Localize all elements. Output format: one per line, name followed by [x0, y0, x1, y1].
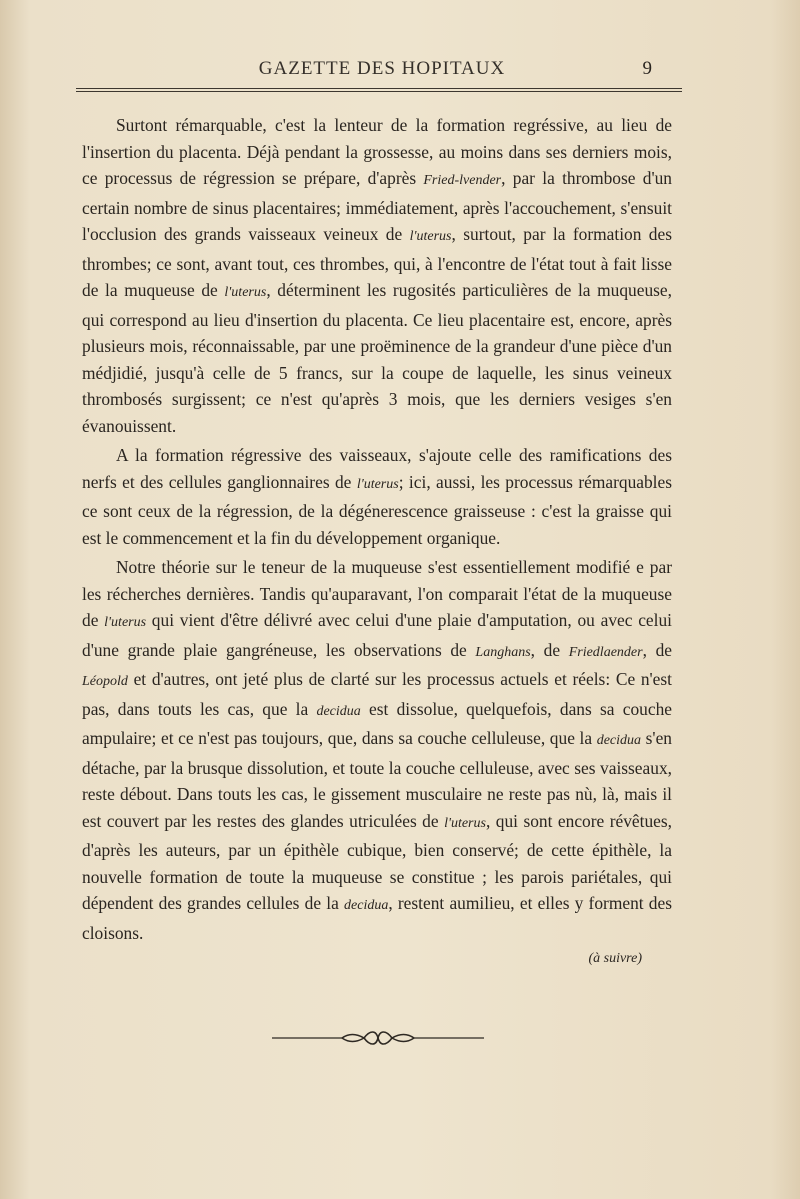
text-run: Notre théorie sur le teneur de la muqueuse s'est essentiellement modifié e par les récherches dernières. Tandis qu'auparavant, l'on comparait l'état de la muqueuse de	[82, 557, 672, 630]
italic-term: Langhans	[475, 644, 531, 660]
italic-term: l'uterus	[104, 615, 147, 630]
paragraph-3	[82, 554, 672, 946]
text-run: , déterminent les rugosités particulières de la muqueuse, qui correspond au lieu d'insertion du placenta. Ce lieu placentaire est, encore, après plusieurs mois, réconnaissable, par une proëminence de la grandeur d'une pièce d'un médjidié, jusqu'à celle de 5 francs, sur la coupe de laquelle, les sinus veineux thrombosés surgissent; ce n'est qu'après 3 mois, que les derniers vesiges s'en évanouissent.	[82, 280, 672, 436]
italic-term: decidua	[316, 703, 361, 719]
text-run: ; ici, aussi, les processus rémarquables ce sont ceux de la régression, de la dégénerescence graisseuse : c'est la graisse qui est le commencement et la fin du développement organique.	[82, 471, 672, 548]
text-run: , de	[642, 639, 672, 660]
italic-term: decidua	[344, 898, 389, 913]
italic-term: Léopold	[82, 674, 128, 689]
text-run: , restent aumilieu, et elles y forment des cloisons.	[82, 893, 672, 943]
text-run: , de	[530, 639, 569, 660]
header-rule	[76, 88, 682, 92]
text-run: et d'autres, ont jeté plus de clarté sur les processus actuels et réels: Ce n'est pas, dans touts les cas, que la	[82, 669, 672, 719]
paragraph-1	[82, 112, 672, 439]
italic-term: l'uterus	[356, 476, 399, 492]
paragraph-2	[82, 442, 672, 551]
running-header	[82, 56, 682, 84]
text-run: Surtont rémarquable, c'est la lenteur de la formation regréssive, au lieu de l'insertion du placenta. Déjà pendant la grossesse, au moins dans ses derniers mois, ce processus de régression se prépare, d'après	[82, 115, 672, 188]
text-run: , surtout, par la formation des thrombes; ce sont, avant tout, ces thrombes, qui, à l'encontre de l'état tout à fait lisse de la muqueuse de	[82, 224, 672, 300]
text-run: , qui sont encore révêtues, d'après les auteurs, par un épithèle cubique, bien conservé; de cette épithèle, la nouvelle formation de toute la muqueuse se constitue ; les parois pariétales, qui dépendent des grandes cellules de la	[82, 810, 672, 913]
italic-term: l'uterus	[224, 285, 267, 300]
italic-term: Fried-lvender	[423, 173, 502, 188]
italic-term: decidua	[596, 733, 642, 748]
text-run: , par la thrombose d'un certain nombre de sinus placentaires; immédiatement, après l'accouchement, s'ensuit l'occlusion des grands vaisseaux veineux de	[82, 168, 672, 244]
text-run: qui vient d'être délivré avec celui d'une plaie d'amputation, ou avec celui d'une grande plaie gangréneuse, les observations de	[82, 610, 672, 660]
journal-title: GAZETTE DES HOPITAUX	[258, 58, 506, 79]
italic-term: l'uterus	[409, 229, 452, 244]
text-run: est dissolue, quelquefois, dans sa couche ampulaire; et ce n'est pas toujours, que, dans sa couche celluleuse, que la	[82, 698, 672, 748]
italic-term: l'uterus	[444, 815, 486, 831]
fleuron-ornament	[272, 1028, 484, 1048]
page-number: 9	[642, 58, 652, 79]
article-body	[82, 112, 672, 973]
italic-term: Friedlaender	[568, 644, 643, 660]
text-run: A la formation régressive des vaisseaux, s'ajoute celle des ramifications des nerfs et des cellules ganglionnaires de	[82, 445, 672, 492]
to-be-continued: (à suivre)	[588, 951, 642, 966]
text-run: s'en détache, par la brusque dissolution, et toute la couche celluleuse, avec ses vaisseaux, reste débout. Dans touts les cas, le gissement musculaire ne reste pas nù, là, mais il est couvert par les restes des glandes utriculées de	[82, 728, 672, 831]
